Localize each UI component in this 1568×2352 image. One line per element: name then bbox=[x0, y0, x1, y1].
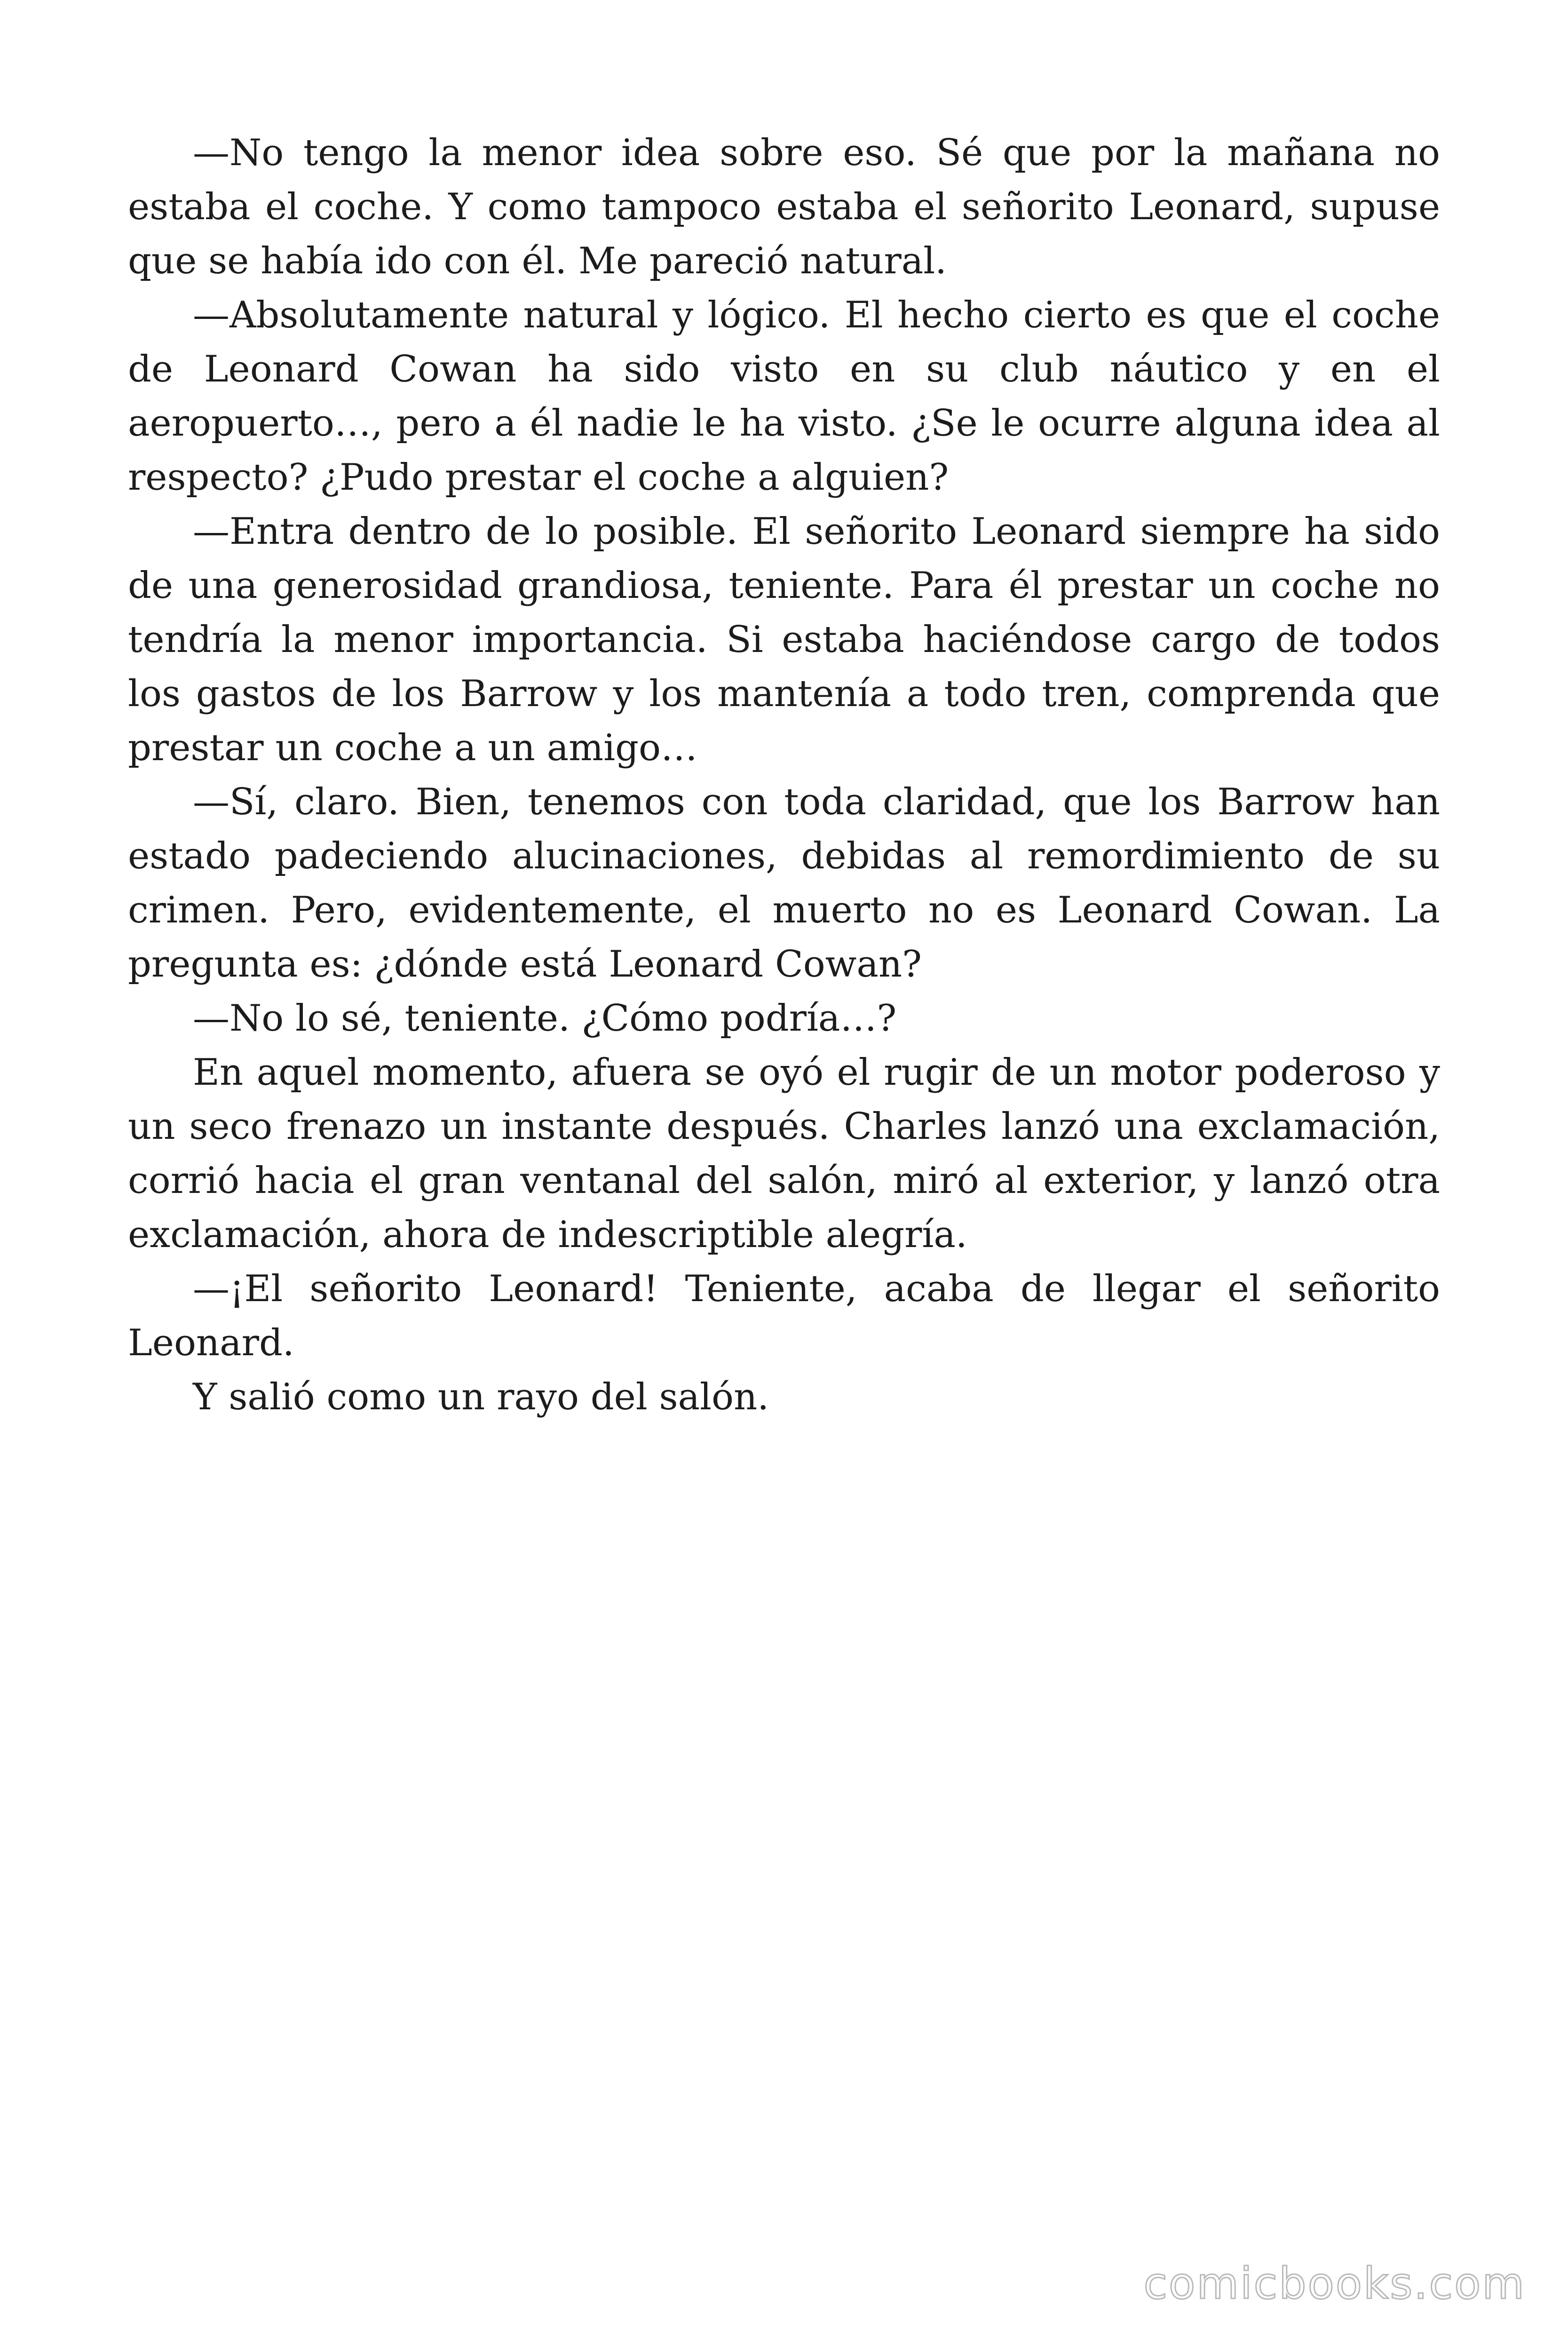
paragraph: —Absolutamente natural y lógico. El hecho cierto es que el coche de Leonard Cowan ha sido visto en su club náutico y en el aeropuerto…, pero a él nadie le ha visto. ¿Se le ocurre alguna idea al respecto? ¿Pudo prestar el coche a alguien? bbox=[128, 294, 1440, 499]
paragraph: —No lo sé, teniente. ¿Cómo podría…? bbox=[193, 997, 897, 1040]
paragraph: —No tengo la menor idea sobre eso. Sé que por la mañana no estaba el coche. Y como tampoco estaba el señorito Leonard, supuse que se había ido con él. Me pareció natural. bbox=[128, 132, 1440, 282]
watermark: comicbooks.com bbox=[1143, 2258, 1526, 2309]
paragraph: —Sí, claro. Bien, tenemos con toda claridad, que los Barrow han estado padeciendo alucinaciones, debidas al remordimiento de su crimen. Pero, evidentemente, el muerto no es Leonard Cowan. La pregunta es: ¿dónde está Leonard Cowan? bbox=[128, 781, 1440, 985]
paragraph: En aquel momento, afuera se oyó el rugir de un motor poderoso y un seco frenazo un instante después. Charles lanzó una exclamación, corrió hacia el gran ventanal del salón, miró al exterior, y lanzó otra exclamación, ahora de indescriptible alegría. bbox=[128, 1051, 1440, 1256]
paragraph: Y salió como un rayo del salón. bbox=[193, 1376, 769, 1418]
body-text bbox=[128, 126, 1440, 1424]
paragraph: —Entra dentro de lo posible. El señorito Leonard siempre ha sido de una generosidad grandiosa, teniente. Para él prestar un coche no tendría la menor importancia. Si estaba haciéndose cargo de todos los gastos de los Barrow y los mantenía a todo tren, comprenda que prestar un coche a un amigo… bbox=[128, 510, 1440, 769]
paragraph: —¡El señorito Leonard! Teniente, acaba de llegar el señorito Leonard. bbox=[128, 1268, 1440, 1364]
